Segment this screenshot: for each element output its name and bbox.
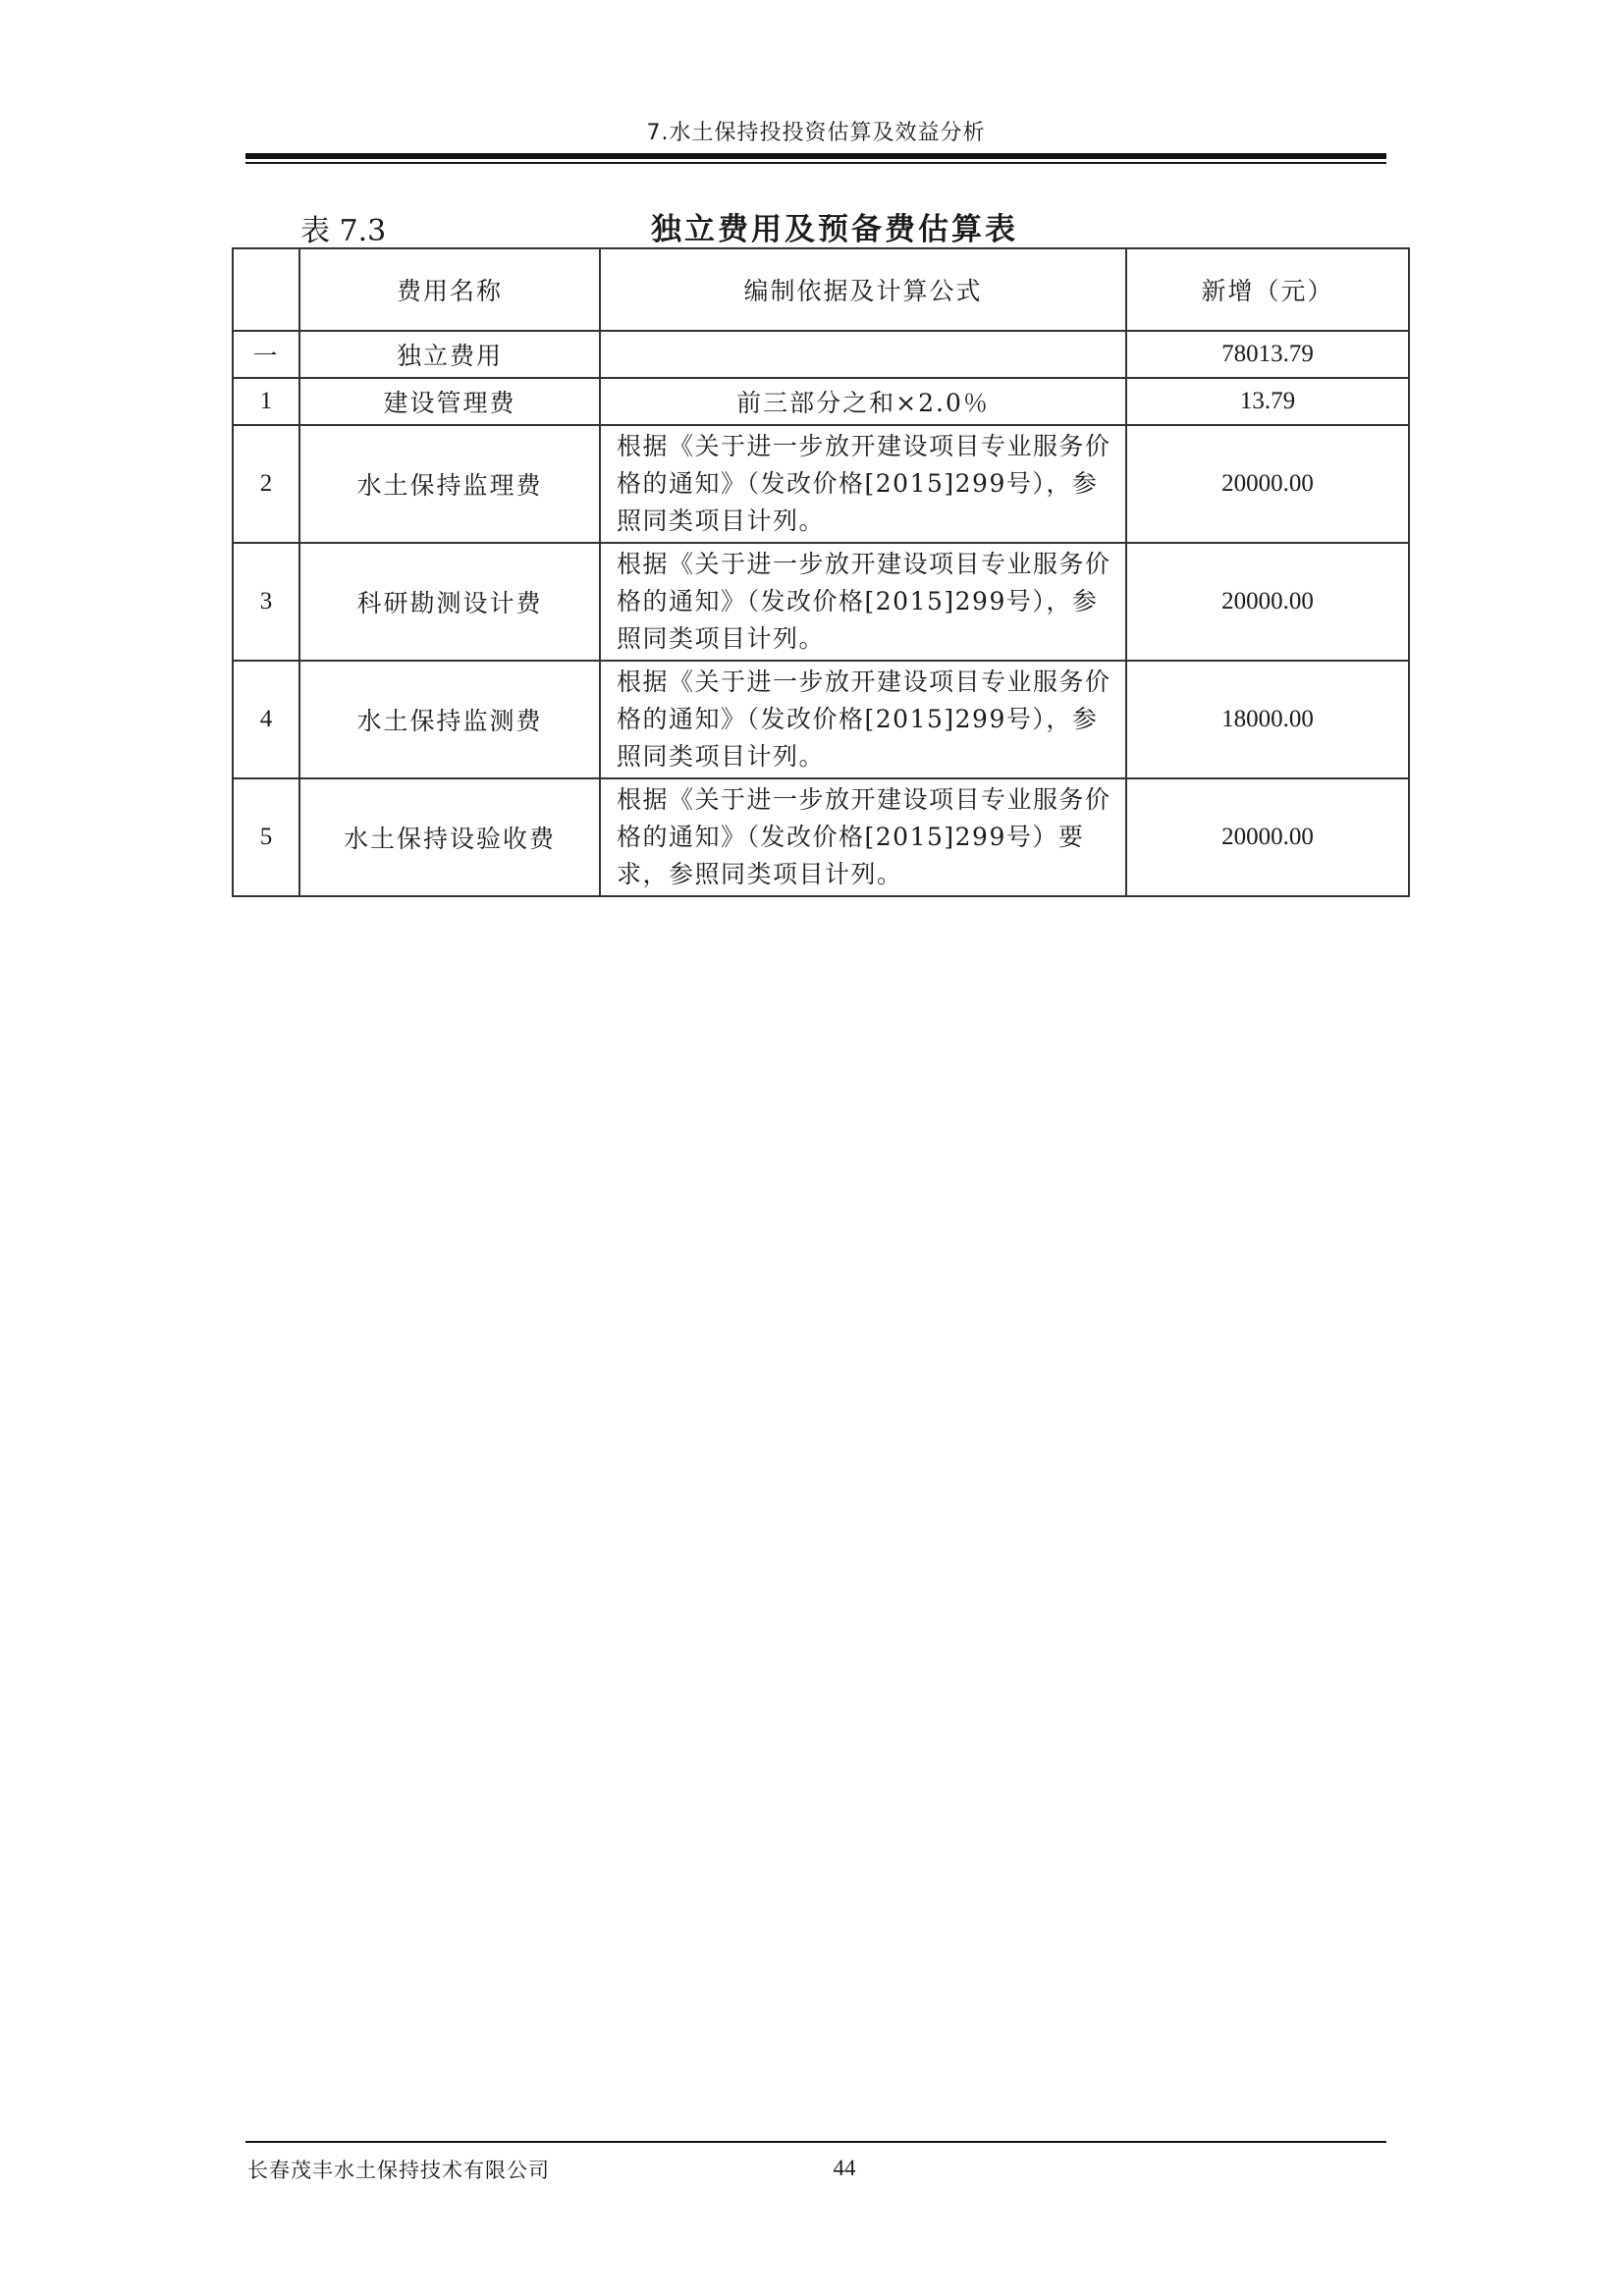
- row-index: 一: [233, 331, 299, 378]
- row-amount: 78013.79: [1126, 331, 1409, 378]
- row-basis: 根据《关于进一步放开建设项目专业服务价格的通知》（发改价格[2015]299号），参照同类项目计列。: [600, 543, 1126, 661]
- table-row: [233, 543, 1409, 661]
- table-row: [233, 331, 1409, 378]
- row-basis: [600, 331, 1126, 378]
- row-amount: 20000.00: [1126, 543, 1409, 661]
- footer-rule: [245, 2141, 1386, 2143]
- header-rule: [245, 153, 1386, 159]
- column-header-amount: 新增（元）: [1126, 248, 1409, 331]
- row-index: 4: [233, 661, 299, 778]
- row-name: 水土保持设验收费: [299, 778, 600, 896]
- page-number: 44: [833, 2156, 856, 2180]
- row-basis: 根据《关于进一步放开建设项目专业服务价格的通知》（发改价格[2015]299号），参照同类项目计列。: [600, 661, 1126, 778]
- row-basis: 根据《关于进一步放开建设项目专业服务价格的通知》（发改价格[2015]299号），参照同类项目计列。: [600, 425, 1126, 543]
- row-index: 1: [233, 378, 299, 425]
- row-amount: 20000.00: [1126, 778, 1409, 896]
- header-rule-thin: [245, 162, 1386, 164]
- row-name: 科研勘测设计费: [299, 543, 600, 661]
- table-number: 表 7.3: [300, 214, 387, 248]
- row-index: 3: [233, 543, 299, 661]
- table-row: [233, 661, 1409, 778]
- table-header-row: [233, 248, 1409, 331]
- row-name: 建设管理费: [299, 378, 600, 425]
- table-row: [233, 425, 1409, 543]
- table-title: 独立费用及预备费估算表: [651, 212, 1018, 247]
- row-name: 水土保持监测费: [299, 661, 600, 778]
- column-header-basis: 编制依据及计算公式: [600, 248, 1126, 331]
- table-row: [233, 378, 1409, 425]
- row-basis: 根据《关于进一步放开建设项目专业服务价格的通知》（发改价格[2015]299号）要求，参照同类项目计列。: [600, 778, 1126, 896]
- row-amount: 20000.00: [1126, 425, 1409, 543]
- footer-company-name: 长春茂丰水土保持技术有限公司: [247, 2159, 550, 2182]
- row-index: 5: [233, 778, 299, 896]
- row-amount: 18000.00: [1126, 661, 1409, 778]
- column-header-name: 费用名称: [299, 248, 600, 331]
- cost-estimate-table: [232, 247, 1410, 897]
- row-name: 独立费用: [299, 331, 600, 378]
- row-basis: 前三部分之和×2.0％: [600, 378, 1126, 425]
- row-name: 水土保持监理费: [299, 425, 600, 543]
- row-index: 2: [233, 425, 299, 543]
- column-header-index: [233, 248, 299, 331]
- running-header: 7.水土保持投投资估算及效益分析: [646, 121, 986, 145]
- row-amount: 13.79: [1126, 378, 1409, 425]
- table-row: [233, 778, 1409, 896]
